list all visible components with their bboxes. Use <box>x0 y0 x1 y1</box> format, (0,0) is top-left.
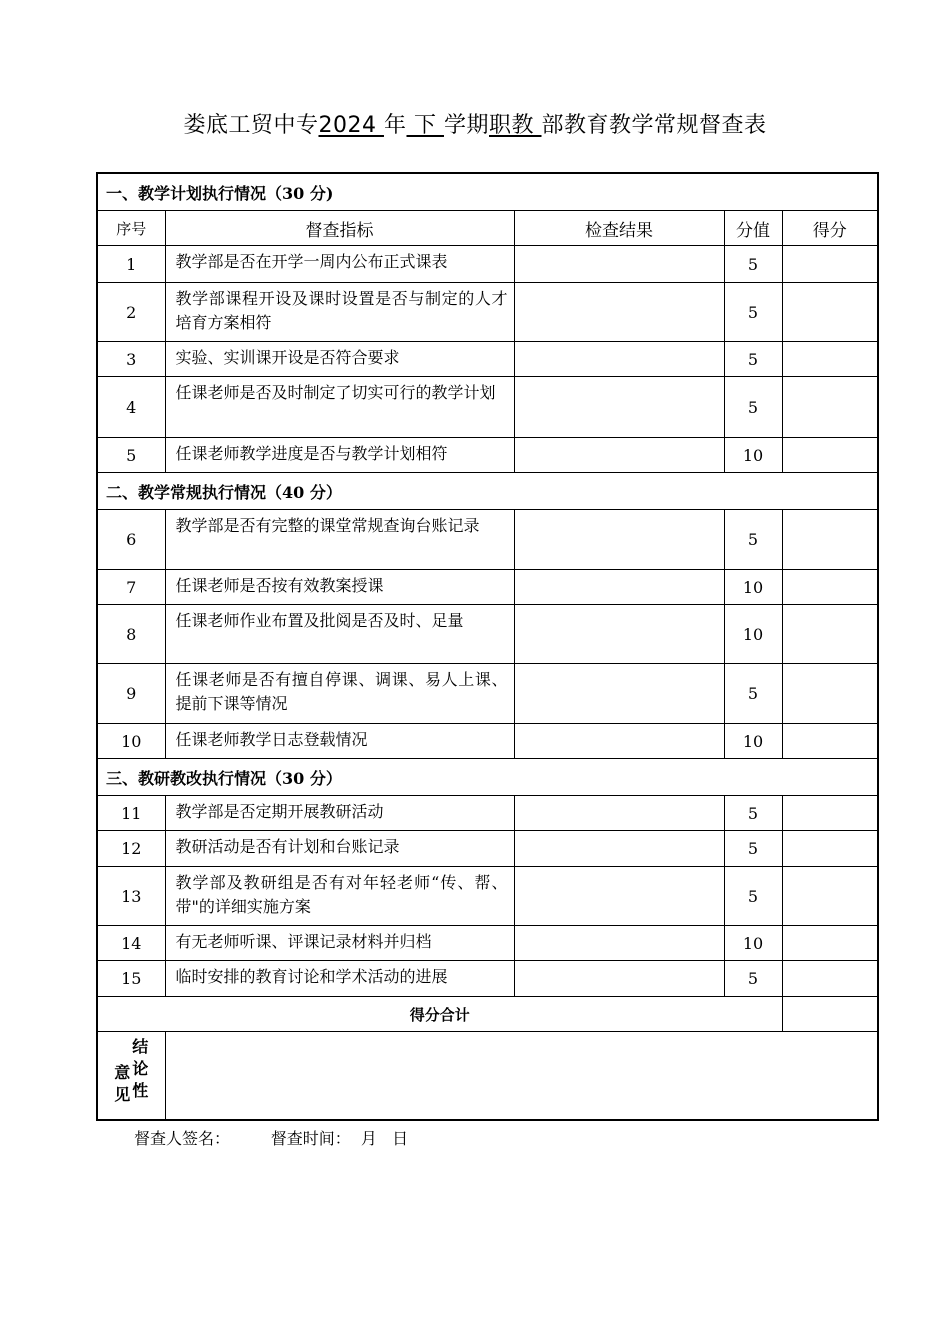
day-label: 日 <box>392 1129 409 1148</box>
row-no: 2 <box>97 283 165 342</box>
row-no: 4 <box>97 377 165 438</box>
table-row <box>97 724 878 759</box>
row-points: 10 <box>724 605 782 664</box>
total-label: 得分合计 <box>97 997 782 1032</box>
table-row <box>97 926 878 961</box>
title-dept: 职教 <box>489 113 542 138</box>
signature-line <box>134 1126 408 1149</box>
conclusion-row <box>97 1032 878 1120</box>
table-row <box>97 796 878 831</box>
title-term: 下 <box>406 113 444 138</box>
header-points: 分值 <box>724 211 782 246</box>
table-row <box>97 438 878 473</box>
header-indicator: 督查指标 <box>165 211 514 246</box>
conclusion-label <box>97 1032 165 1120</box>
result-cell[interactable] <box>514 283 724 342</box>
score-cell[interactable] <box>782 831 878 867</box>
section-title: 二、教学常规执行情况（40 分） <box>97 473 878 510</box>
row-no: 15 <box>97 961 165 997</box>
table-row <box>97 342 878 377</box>
section-3-header <box>97 759 878 796</box>
row-no: 8 <box>97 605 165 664</box>
conclusion-input[interactable] <box>165 1032 878 1120</box>
result-cell[interactable] <box>514 570 724 605</box>
score-cell[interactable] <box>782 342 878 377</box>
row-points: 10 <box>724 570 782 605</box>
result-cell[interactable] <box>514 831 724 867</box>
table-row <box>97 961 878 997</box>
row-indicator: 临时安排的教育讨论和学术活动的进展 <box>165 961 514 997</box>
section-2-header <box>97 473 878 510</box>
row-indicator: 有无老师听课、评课记录材料并归档 <box>165 926 514 961</box>
month-label: 月 <box>360 1129 377 1148</box>
row-no: 9 <box>97 664 165 724</box>
row-indicator: 任课老师作业布置及批阅是否及时、足量 <box>165 605 514 664</box>
row-no: 3 <box>97 342 165 377</box>
score-cell[interactable] <box>782 605 878 664</box>
score-cell[interactable] <box>782 961 878 997</box>
signer-label: 督查人签名： <box>134 1129 231 1148</box>
score-cell[interactable] <box>782 438 878 473</box>
section-title: 一、教学计划执行情况（30 分) <box>97 173 878 211</box>
table-row <box>97 283 878 342</box>
row-indicator: 任课老师教学日志登载情况 <box>165 724 514 759</box>
row-indicator: 任课老师是否有擅自停课、调课、易人上课、提前下课等情况 <box>165 664 514 724</box>
result-cell[interactable] <box>514 342 724 377</box>
row-indicator: 教学部是否有完整的课堂常规查询台账记录 <box>165 510 514 570</box>
title-year: 2024 <box>318 113 384 138</box>
result-cell[interactable] <box>514 926 724 961</box>
result-cell[interactable] <box>514 724 724 759</box>
score-cell[interactable] <box>782 377 878 438</box>
row-points: 10 <box>724 438 782 473</box>
inspection-table <box>96 172 879 1121</box>
row-points: 5 <box>724 377 782 438</box>
row-indicator: 教学部及教研组是否有对年轻老师“传、帮、带"的详细实施方案 <box>165 867 514 926</box>
row-points: 5 <box>724 796 782 831</box>
result-cell[interactable] <box>514 246 724 283</box>
result-cell[interactable] <box>514 510 724 570</box>
row-points: 10 <box>724 724 782 759</box>
row-points: 5 <box>724 831 782 867</box>
time-label: 督查时间： <box>270 1129 351 1148</box>
section-title: 三、教研教改执行情况（30 分） <box>97 759 878 796</box>
row-points: 5 <box>724 510 782 570</box>
row-points: 5 <box>724 961 782 997</box>
result-cell[interactable] <box>514 796 724 831</box>
result-cell[interactable] <box>514 664 724 724</box>
row-no: 7 <box>97 570 165 605</box>
result-cell[interactable] <box>514 961 724 997</box>
row-indicator: 实验、实训课开设是否符合要求 <box>165 342 514 377</box>
row-indicator: 教学部课程开设及课时设置是否与制定的人才培育方案相符 <box>165 283 514 342</box>
section-1-header <box>97 173 878 211</box>
table-row <box>97 867 878 926</box>
page-title <box>0 108 950 139</box>
header-no: 序号 <box>97 211 165 246</box>
score-cell[interactable] <box>782 510 878 570</box>
row-indicator: 任课老师是否及时制定了切实可行的教学计划 <box>165 377 514 438</box>
column-headers <box>97 211 878 246</box>
row-points: 5 <box>724 283 782 342</box>
row-no: 11 <box>97 796 165 831</box>
total-score-cell[interactable] <box>782 997 878 1032</box>
table-row <box>97 246 878 283</box>
conclusion-label-col1: 意 见 <box>114 1063 131 1105</box>
table-row <box>97 605 878 664</box>
row-no: 14 <box>97 926 165 961</box>
row-indicator: 任课老师是否按有效教案授课 <box>165 570 514 605</box>
score-cell[interactable] <box>782 724 878 759</box>
result-cell[interactable] <box>514 605 724 664</box>
title-term-suffix: 学期 <box>443 113 489 138</box>
table-row <box>97 831 878 867</box>
row-indicator: 教研活动是否有计划和台账记录 <box>165 831 514 867</box>
title-suffix: 部教育教学常规督查表 <box>541 113 767 138</box>
row-indicator: 教学部是否在开学一周内公布正式课表 <box>165 246 514 283</box>
total-row <box>97 997 878 1032</box>
table-row <box>97 377 878 438</box>
score-cell[interactable] <box>782 664 878 724</box>
row-no: 1 <box>97 246 165 283</box>
row-no: 13 <box>97 867 165 926</box>
row-points: 5 <box>724 664 782 724</box>
row-indicator: 教学部是否定期开展教研活动 <box>165 796 514 831</box>
score-cell[interactable] <box>782 867 878 926</box>
header-score: 得分 <box>782 211 878 246</box>
score-cell[interactable] <box>782 570 878 605</box>
title-prefix: 娄底工贸中专 <box>183 113 319 138</box>
row-indicator: 任课老师教学进度是否与教学计划相符 <box>165 438 514 473</box>
result-cell[interactable] <box>514 377 724 438</box>
table-row <box>97 570 878 605</box>
row-no: 10 <box>97 724 165 759</box>
row-points: 5 <box>724 867 782 926</box>
score-cell[interactable] <box>782 283 878 342</box>
score-cell[interactable] <box>782 796 878 831</box>
conclusion-label-col2: 结 论 性 <box>132 1037 149 1101</box>
row-points: 10 <box>724 926 782 961</box>
row-no: 5 <box>97 438 165 473</box>
table-row <box>97 510 878 570</box>
score-cell[interactable] <box>782 246 878 283</box>
result-cell[interactable] <box>514 867 724 926</box>
table-row <box>97 664 878 724</box>
row-points: 5 <box>724 342 782 377</box>
row-no: 12 <box>97 831 165 867</box>
header-result: 检查结果 <box>514 211 724 246</box>
score-cell[interactable] <box>782 926 878 961</box>
row-no: 6 <box>97 510 165 570</box>
row-points: 5 <box>724 246 782 283</box>
title-year-suffix: 年 <box>383 113 407 138</box>
result-cell[interactable] <box>514 438 724 473</box>
